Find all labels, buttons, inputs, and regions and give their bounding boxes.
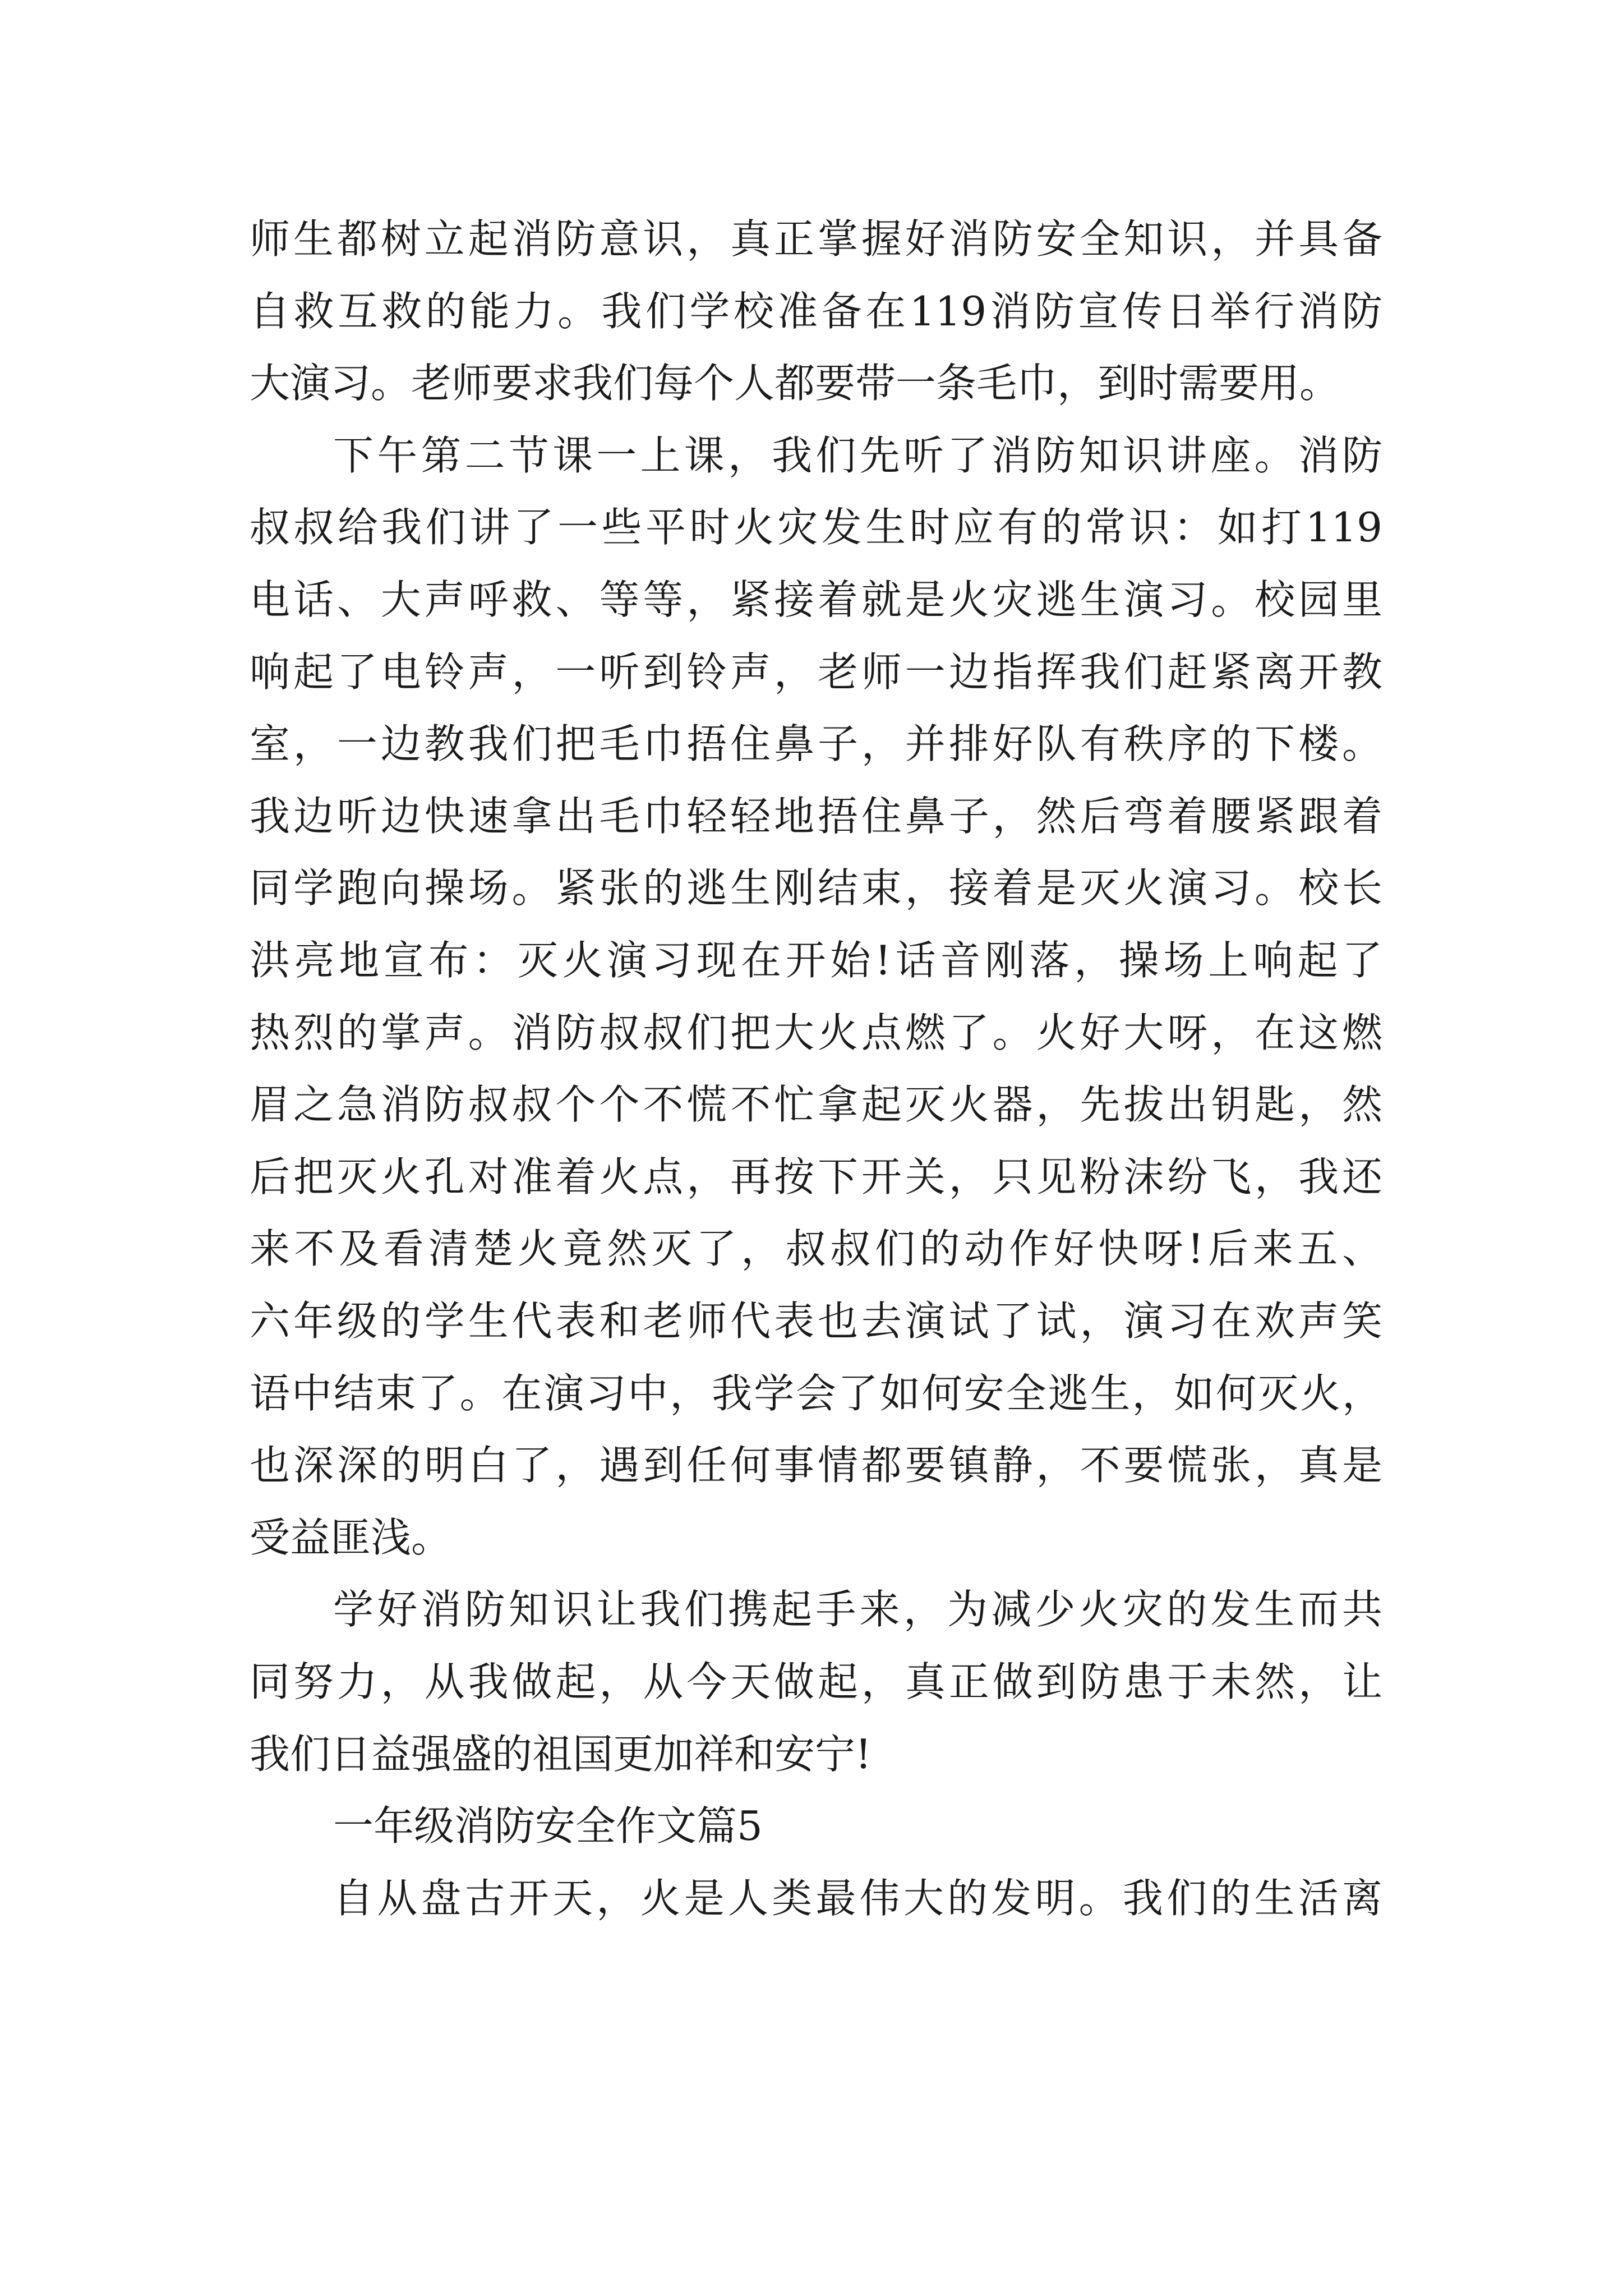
text-line: 受益匪浅。 — [250, 1514, 452, 1561]
text-line: 后把灭火孔对准着火点，再按下开关，只见粉沫纷飞，我还 — [250, 1153, 1382, 1200]
text-line: 叔叔给我们讲了一些平时火灾发生时应有的常识：如打119 — [250, 504, 1382, 551]
text-line: 同学跑向操场。紧张的逃生刚结束，接着是灭火演习。校长 — [250, 864, 1382, 912]
text-line: 六年级的学生代表和老师代表也去演试了试，演习在欢声笑 — [250, 1297, 1382, 1345]
text-line: 我们日益强盛的祖国更加祥和安宁! — [250, 1731, 872, 1778]
text-line: 电话、大声呼救、等等，紧接着就是火灾逃生演习。校园里 — [250, 576, 1382, 623]
text-line: 响起了电铃声，一听到铃声，老师一边指挥我们赶紧离开教 — [250, 648, 1382, 696]
text-line: 热烈的掌声。消防叔叔们把大火点燃了。火好大呀，在这燃 — [250, 1009, 1382, 1056]
text-line: 眉之急消防叔叔个个不慌不忙拿起灭火器，先拔出钥匙，然 — [250, 1081, 1382, 1128]
text-line: 大演习。老师要求我们每个人都要带一条毛巾，到时需要用。 — [250, 360, 1340, 407]
text-line: 同努力，从我做起，从今天做起，真正做到防患于未然，让 — [250, 1658, 1382, 1705]
text-line: 师生都树立起消防意识，真正掌握好消防安全知识，并具备 — [250, 215, 1382, 263]
text-line: 下午第二节课一上课，我们先听了消防知识讲座。消防 — [333, 432, 1382, 479]
text-line: 自救互救的能力。我们学校准备在119消防宣传日举行消防 — [250, 288, 1382, 335]
text-line: 学好消防知识让我们携起手来，为减少火灾的发生而共 — [333, 1586, 1382, 1633]
text-line: 一年级消防安全作文篇5 — [333, 1802, 763, 1849]
text-line: 来不及看清楚火竟然灭了，叔叔们的动作好快呀!后来五、 — [250, 1225, 1382, 1272]
text-line: 我边听边快速拿出毛巾轻轻地捂住鼻子，然后弯着腰紧跟着 — [250, 793, 1382, 840]
text-line: 自从盘古开天，火是人类最伟大的发明。我们的生活离 — [333, 1875, 1382, 1922]
text-line: 室，一边教我们把毛巾捂住鼻子，并排好队有秩序的下楼。 — [250, 720, 1382, 767]
text-line: 语中结束了。在演习中，我学会了如何安全逃生，如何灭火， — [250, 1370, 1382, 1417]
text-line: 也深深的明白了，遇到任何事情都要镇静，不要慌张，真是 — [250, 1442, 1382, 1489]
text-line: 洪亮地宣布：灭火演习现在开始!话音刚落，操场上响起了 — [250, 937, 1382, 984]
